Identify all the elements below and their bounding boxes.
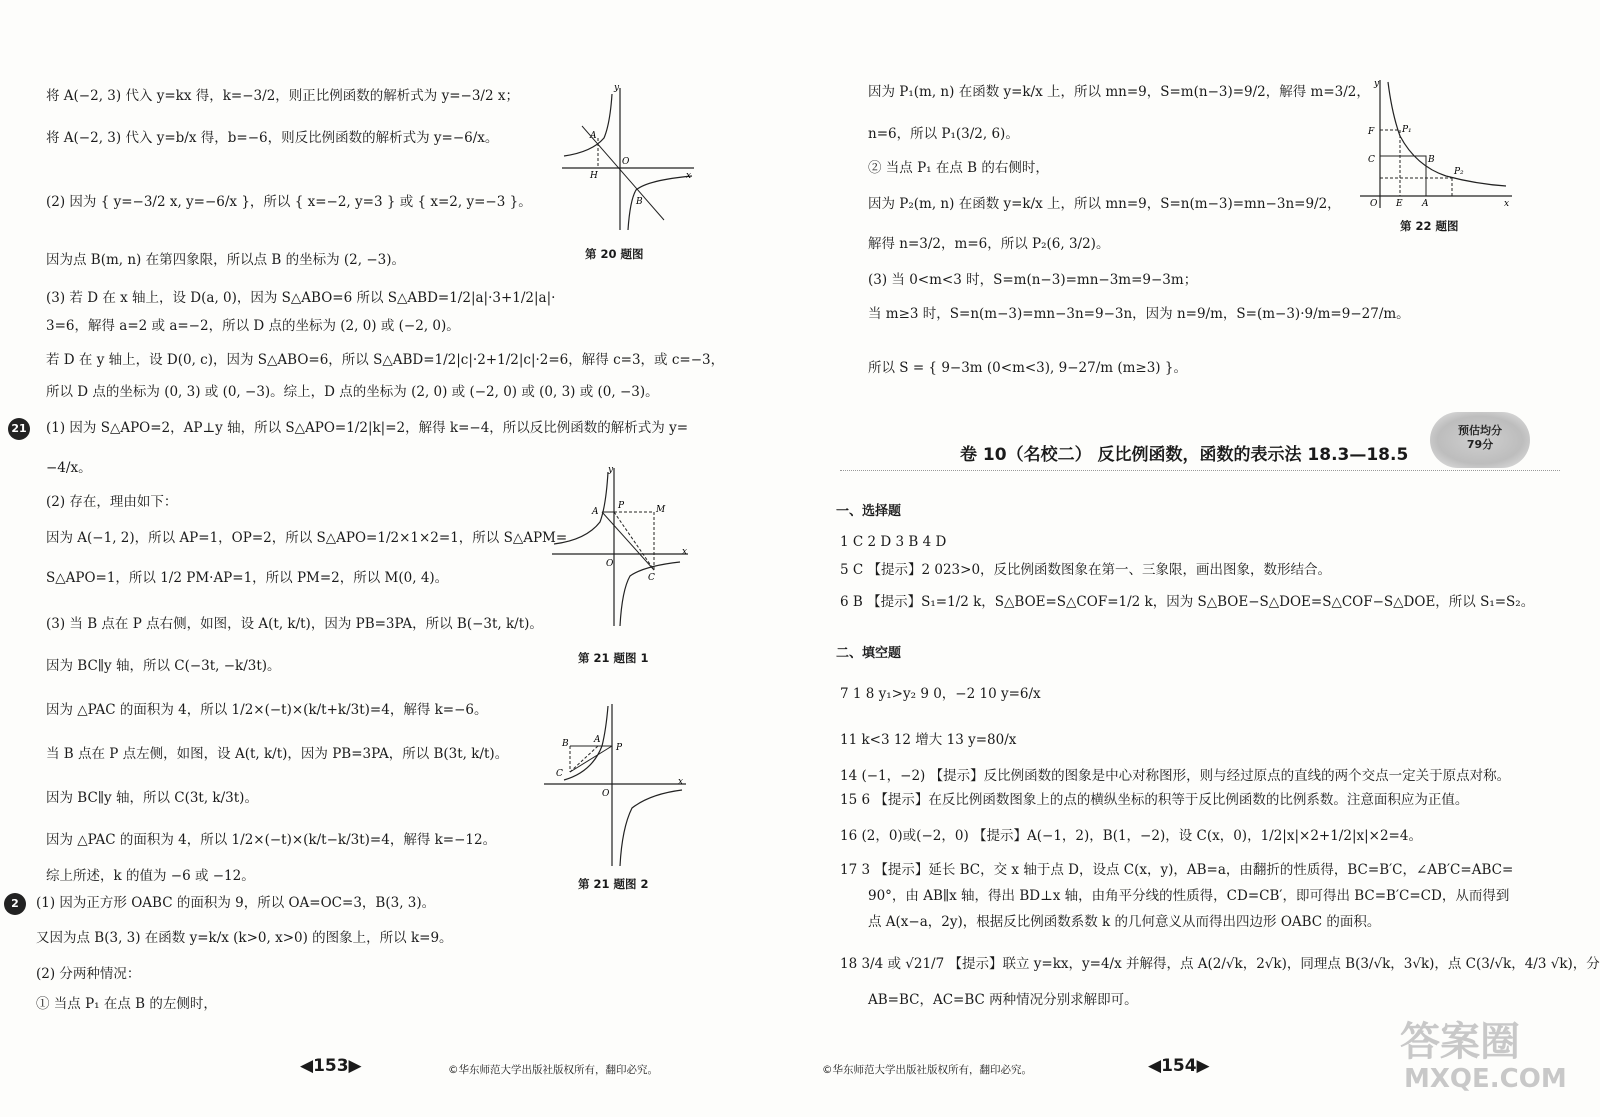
point-label: C — [1368, 155, 1375, 165]
text-line: (2) 分两种情况： — [36, 966, 141, 982]
origin-label: O — [622, 157, 630, 167]
page-number: ◀153▶ — [300, 1056, 362, 1076]
text-line: ① 当点 P₁ 在点 B 的左侧时， — [36, 996, 217, 1012]
answer-line: 1 C 2 D 3 B 4 D — [840, 534, 947, 550]
point-label: A — [1422, 199, 1429, 209]
figure-20 — [552, 80, 702, 240]
origin-label: O — [606, 559, 614, 569]
question-22-badge: 2 — [4, 893, 26, 915]
answer-line: 18 3/4 或 √21/7 【提示】联立 y=kx，y=4/x 并解得，点 A(2/√k，2√k)，同理点 B(3/√k，3√k)，点 C(3/√k，4/3 √k)，分 — [840, 956, 1600, 972]
figure-21-2 — [540, 700, 690, 870]
answer-line: 6 B 【提示】S₁=1/2 k，S△BOE=S△COF=1/2 k，因为 S△BOE−S△DOE=S△COF−S△DOE，所以 S₁=S₂。 — [840, 594, 1535, 610]
text-line: 所以 S = { 9−3m (0<m<3), 9−27/m (m≥3) }。 — [868, 360, 1187, 376]
answer-line: AB=BC，AC=BC 两种情况分别求解即可。 — [868, 992, 1138, 1008]
point-label: P — [618, 501, 625, 511]
answer-line: 11 k<3 12 增大 13 y=80/x — [840, 732, 1017, 748]
score-label: 预估均分 — [1458, 424, 1502, 437]
point-label: M — [656, 505, 666, 515]
axis-label: y — [608, 465, 614, 475]
answer-line: 15 6 【提示】在反比例函数图象上的点的横纵坐标的积等于反比例函数的比例系数。注意面积应为正值。 — [840, 792, 1469, 808]
text-line: 因为 BC∥y 轴，所以 C(3t, k/3t)。 — [46, 790, 258, 806]
point-label: P₂ — [1454, 167, 1464, 177]
answer-line: 14 (−1，−2) 【提示】反比例函数的图象是中心对称图形，则与经过原点的直线的两个交点一定关于原点对称。 — [840, 768, 1511, 784]
figure-21-2-caption: 第 21 题图 2 — [578, 877, 649, 891]
answer-line: 点 A(x−a，2y)，根据反比例函数系数 k 的几何意义从而得出四边形 OABC 的面积。 — [868, 914, 1381, 930]
text-line: 3=6，解得 a=2 或 a=−2，所以 D 点的坐标为 (2, 0) 或 (−2, 0)。 — [46, 318, 460, 334]
figure-20-caption: 第 20 题图 — [585, 247, 644, 261]
origin-label: O — [602, 789, 610, 799]
text-line: 又因为点 B(3, 3) 在函数 y=k/x (k>0, x>0) 的图象上，所以 k=9。 — [36, 930, 453, 946]
figure-22-caption: 第 22 题图 — [1400, 219, 1459, 233]
right-page — [800, 0, 1600, 1117]
figure-21-1-caption: 第 21 题图 1 — [578, 651, 649, 665]
text-line: (2) 存在，理由如下： — [46, 494, 178, 510]
title-divider — [840, 470, 1560, 471]
section-heading-fill: 二、填空题 — [836, 646, 902, 661]
score-badge — [1430, 412, 1530, 468]
text-line: 因为 BC∥y 轴，所以 C(−3t, −k/3t)。 — [46, 658, 281, 674]
text-line: 因为点 B(m, n) 在第四象限，所以点 B 的坐标为 (2, −3)。 — [46, 252, 406, 268]
figure-21-1 — [548, 462, 698, 632]
text-line: 因为 P₂(m, n) 在函数 y=k/x 上，所以 mn=9，S=n(m−3)=mn−3n=9/2， — [868, 196, 1341, 212]
text-line: −4/x。 — [46, 460, 92, 476]
text-line: (3) 当 0<m<3 时，S=m(n−3)=mn−3m=9−3m； — [868, 272, 1198, 288]
origin-label: O — [1370, 199, 1378, 209]
answer-line: 90°，由 AB∥x 轴，得出 BD⊥x 轴，由角平分线的性质得，CD=CB′，即可得出 BC=B′C=CD，从而得到 — [868, 888, 1510, 904]
question-21-badge: 21 — [8, 418, 30, 440]
text-line: 因为 P₁(m, n) 在函数 y=k/x 上，所以 mn=9，S=m(n−3)=9/2，解得 m=3/2， — [868, 84, 1370, 100]
text-line: 将 A(−2, 3) 代入 y=kx 得，k=−3/2，则正比例函数的解析式为 y=−3/2 x； — [46, 88, 519, 104]
point-label: B — [562, 739, 569, 749]
text-line: 当 m≥3 时，S=n(m−3)=mn−3n=9−3n，因为 n=9/m，S=(m−3)·9/m=9−27/m。 — [868, 306, 1410, 322]
text-line: 将 A(−2, 3) 代入 y=b/x 得，b=−6，则反比例函数的解析式为 y=−6/x。 — [46, 130, 499, 146]
figure-22 — [1356, 74, 1516, 214]
text-line: 因为 △PAC 的面积为 4，所以 1/2×(−t)×(k/t+k/3t)=4，解得 k=−6。 — [46, 702, 488, 718]
section-heading-choice: 一、选择题 — [836, 504, 902, 519]
point-label: A — [592, 507, 599, 517]
text-line: S△APO=1，所以 1/2 PM·AP=1，所以 PM=2，所以 M(0, 4)。 — [46, 570, 449, 586]
text-line: (3) 若 D 在 x 轴上，设 D(a, 0)，因为 S△ABO=6 所以 S△ABD=1/2|a|·3+1/2|a|· — [46, 290, 556, 306]
point-label: P₁ — [1402, 125, 1412, 135]
text-line: 综上所述，k 的值为 −6 或 −12。 — [46, 868, 255, 884]
text-line: ② 当点 P₁ 在点 B 的右侧时， — [868, 160, 1049, 176]
text-line: n=6，所以 P₁(3/2, 6)。 — [868, 126, 1019, 142]
point-label: C — [556, 769, 563, 779]
point-label: A — [590, 131, 597, 141]
watermark-url: MXQE.COM — [1404, 1064, 1567, 1094]
point-label: B — [636, 197, 643, 207]
point-label: P — [616, 743, 623, 753]
text-line: 所以 D 点的坐标为 (0, 3) 或 (0, −3)。综上，D 点的坐标为 (2, 0) 或 (−2, 0) 或 (0, 3) 或 (0, −3)。 — [46, 384, 659, 400]
answer-line: 7 1 8 y₁>y₂ 9 0，−2 10 y=6/x — [840, 686, 1041, 702]
point-label: H — [590, 171, 598, 181]
text-line: 当 B 点在 P 点左侧，如图，设 A(t, k/t)，因为 PB=3PA，所以 B(3t, k/t)。 — [46, 746, 509, 762]
section-title: 卷 10（名校二） 反比例函数，函数的表示法 18.3—18.5 — [960, 445, 1409, 465]
axis-label: y — [1374, 79, 1380, 89]
answer-line: 5 C 【提示】2 023>0，反比例函数图象在第一、三象限，画出图象，数形结合。 — [840, 562, 1332, 578]
text-line: 因为 △PAC 的面积为 4，所以 1/2×(−t)×(k/t−k/3t)=4，解得 k=−12。 — [46, 832, 497, 848]
score-value: 79分 — [1466, 438, 1494, 451]
page-number: ◀154▶ — [1148, 1056, 1210, 1076]
axis-label: x — [678, 777, 684, 787]
point-label: E — [1396, 199, 1403, 209]
copyright-notice: ©华东师范大学出版社版权所有，翻印必究。 — [822, 1064, 1032, 1076]
point-label: A — [594, 735, 601, 745]
text-line: 解得 n=3/2，m=6，所以 P₂(6, 3/2)。 — [868, 236, 1110, 252]
answer-line: 17 3 【提示】延长 BC，交 x 轴于点 D，设点 C(x，y)，AB=a，由翻折的性质得，BC=B′C，∠AB′C=ABC= — [840, 862, 1514, 878]
text-line: (1) 因为正方形 OABC 的面积为 9，所以 OA=OC=3，B(3, 3)。 — [36, 895, 436, 911]
axis-label: x — [1504, 199, 1510, 209]
axis-label: y — [614, 83, 620, 93]
axis-label: x — [686, 171, 692, 181]
text-line: (1) 因为 S△APO=2，AP⊥y 轴，所以 S△APO=1/2|k|=2，解得 k=−4，所以反比例函数的解析式为 y= — [46, 420, 689, 436]
point-label: B — [1428, 155, 1435, 165]
answer-line: 16 (2，0)或(−2，0) 【提示】A(−1，2)，B(1，−2)，设 C(x，0)，1/2|x|×2+1/2|x|×2=4。 — [840, 828, 1422, 844]
watermark-logo: 答案圈 — [1400, 1019, 1520, 1065]
text-line: 因为 A(−1, 2)，所以 AP=1，OP=2，所以 S△APO=1/2×1×2=1，所以 S△APM= — [46, 530, 568, 546]
text-line: 若 D 在 y 轴上，设 D(0, c)，因为 S△ABO=6，所以 S△ABD=1/2|c|·2+1/2|c|·2=6，解得 c=3，或 c=−3， — [46, 352, 725, 368]
text-line: (3) 当 B 点在 P 点右侧，如图，设 A(t, k/t)，因为 PB=3PA，所以 B(−3t, k/t)。 — [46, 616, 543, 632]
point-label: C — [648, 573, 655, 583]
point-label: F — [1368, 127, 1375, 137]
text-line: (2) 因为 { y=−3/2 x, y=−6/x }，所以 { x=−2, y=3 } 或 { x=2, y=−3 }。 — [46, 194, 532, 210]
axis-label: x — [682, 547, 688, 557]
copyright-notice: ©华东师范大学出版社版权所有，翻印必究。 — [448, 1064, 658, 1076]
